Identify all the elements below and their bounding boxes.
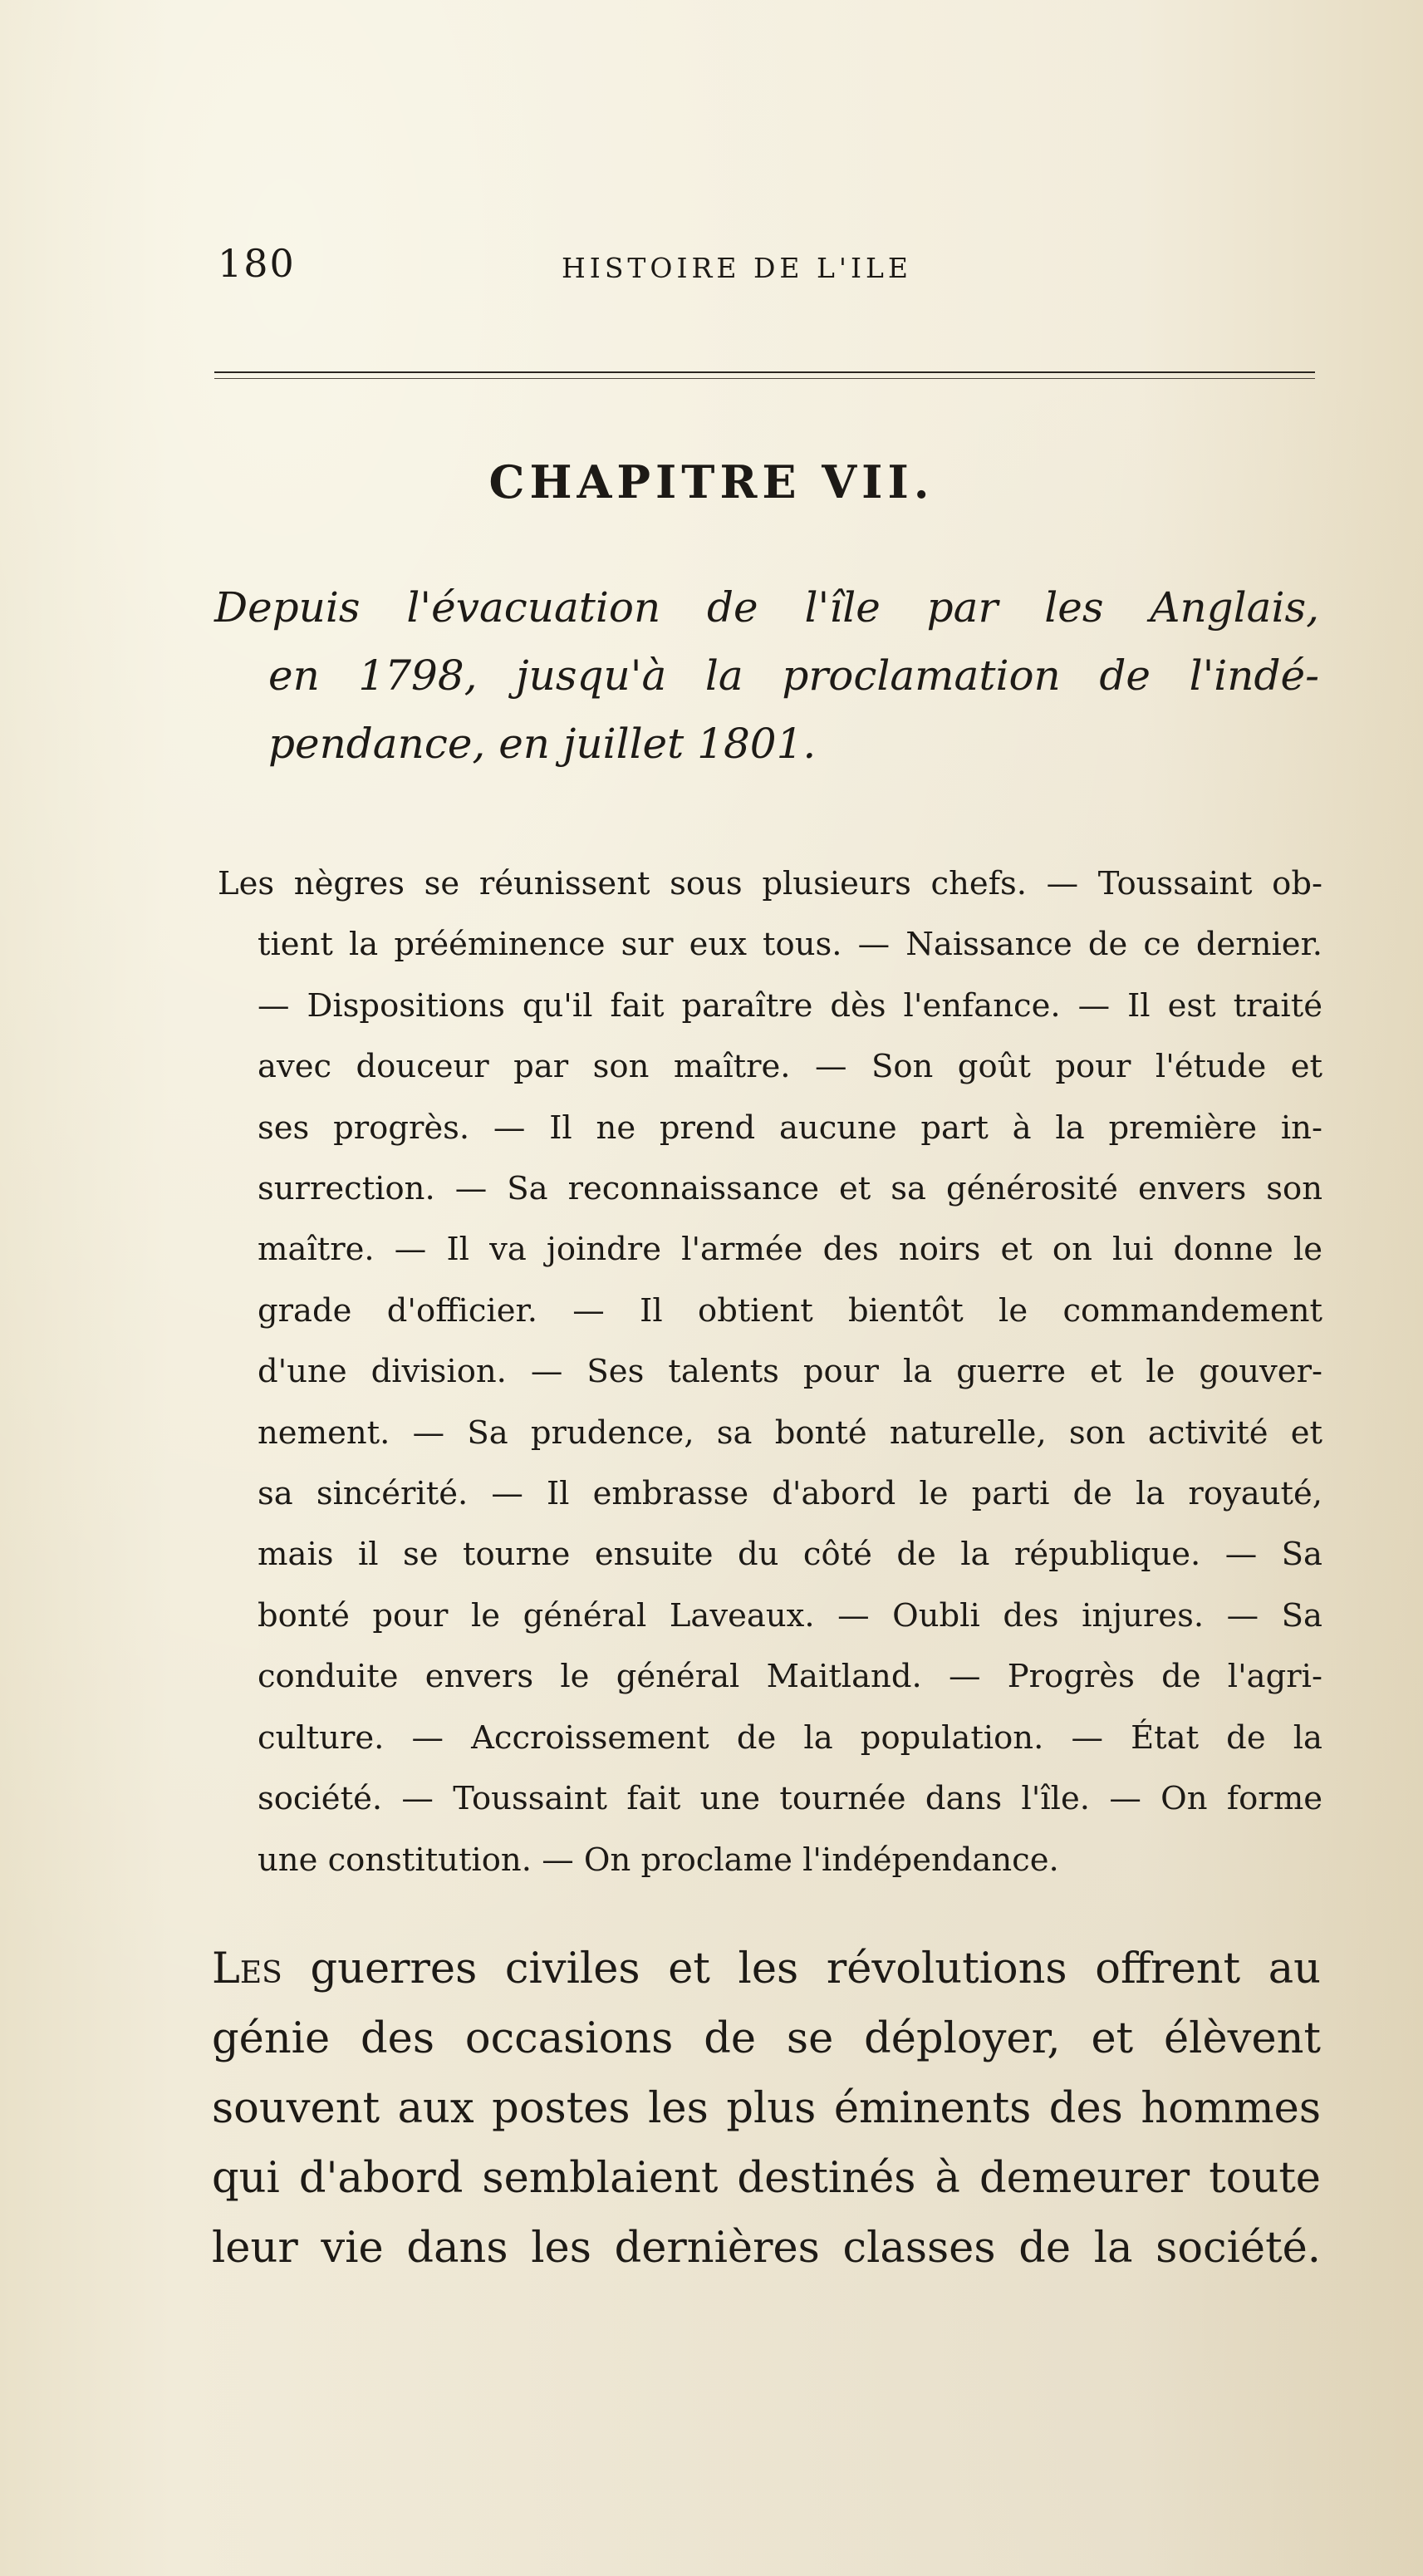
header-rule-thin [214,378,1315,379]
body-paragraph [212,1934,1321,2283]
summary-line: tient la prééminence sur eux tous. — Naissance de ce dernier. [258,926,1322,964]
summary-line: grade d'officier. — Il obtient bientôt le commandement [258,1291,1322,1330]
subtitle-line: pendance, en juillet 1801. [268,720,817,768]
page-number: 180 [218,241,296,286]
summary-line: mais il se tourne ensuite du côté de la république. — Sa [258,1536,1322,1574]
body-line: qui d'abord semblaient destinés à demeurer toute [212,2154,1321,2203]
summary-line: Les nègres se réunissent sous plusieurs chefs. — Toussaint ob- [218,865,1322,902]
summary-line: d'une division. — Ses talents pour la guerre et le gouver- [258,1353,1322,1391]
summary-line: surrection. — Sa reconnaissance et sa générosité envers son [258,1170,1322,1208]
chapter-summary [218,853,1322,1890]
body-line: génie des occasions de se déployer, et élèvent [212,2014,1321,2063]
subtitle-line: Depuis l'évacuation de l'île par les Anglais, [214,583,1319,632]
body-line-rest: guerres civiles et les révolutions offrent au [282,1944,1321,1993]
body-line: leur vie dans les dernières classes de la société. [212,2224,1321,2273]
summary-line: conduite envers le général Maitland. — Progrès de l'agri- [258,1658,1322,1696]
body-line: souvent aux postes les plus éminents des hommes [212,2084,1321,2133]
summary-line: ses progrès. — Il ne prend aucune part à la première in- [258,1109,1322,1147]
summary-line: nement. — Sa prudence, sa bonté naturelle, son activité et [258,1413,1322,1452]
body-first-line [212,1934,1321,2004]
summary-line: sa sincérité. — Il embrasse d'abord le parti de la royauté, [258,1475,1322,1513]
summary-line: — Dispositions qu'il fait paraître dès l'enfance. — Il est traité [258,986,1322,1025]
header-rule [214,371,1315,373]
subtitle-line: en 1798, jusqu'à la proclamation de l'indé- [268,651,1319,700]
summary-line: maître. — Il va joindre l'armée des noirs et on lui donne le [258,1231,1322,1269]
chapter-title: CHAPITRE VII. [488,455,935,509]
summary-line: société. — Toussaint fait une tournée dans l'île. — On forme [258,1780,1322,1818]
running-title: HISTOIRE DE L'ILE [562,252,913,284]
drop-word: Les [212,1944,282,1993]
chapter-subtitle [214,573,1319,778]
summary-line: bonté pour le général Laveaux. — Oubli des injures. — Sa [258,1596,1322,1635]
summary-line: une constitution. — On proclame l'indépendance. [258,1841,1059,1879]
summary-line: avec douceur par son maître. — Son goût pour l'étude et [258,1048,1322,1086]
summary-line: culture. — Accroissement de la population. — État de la [258,1718,1322,1757]
